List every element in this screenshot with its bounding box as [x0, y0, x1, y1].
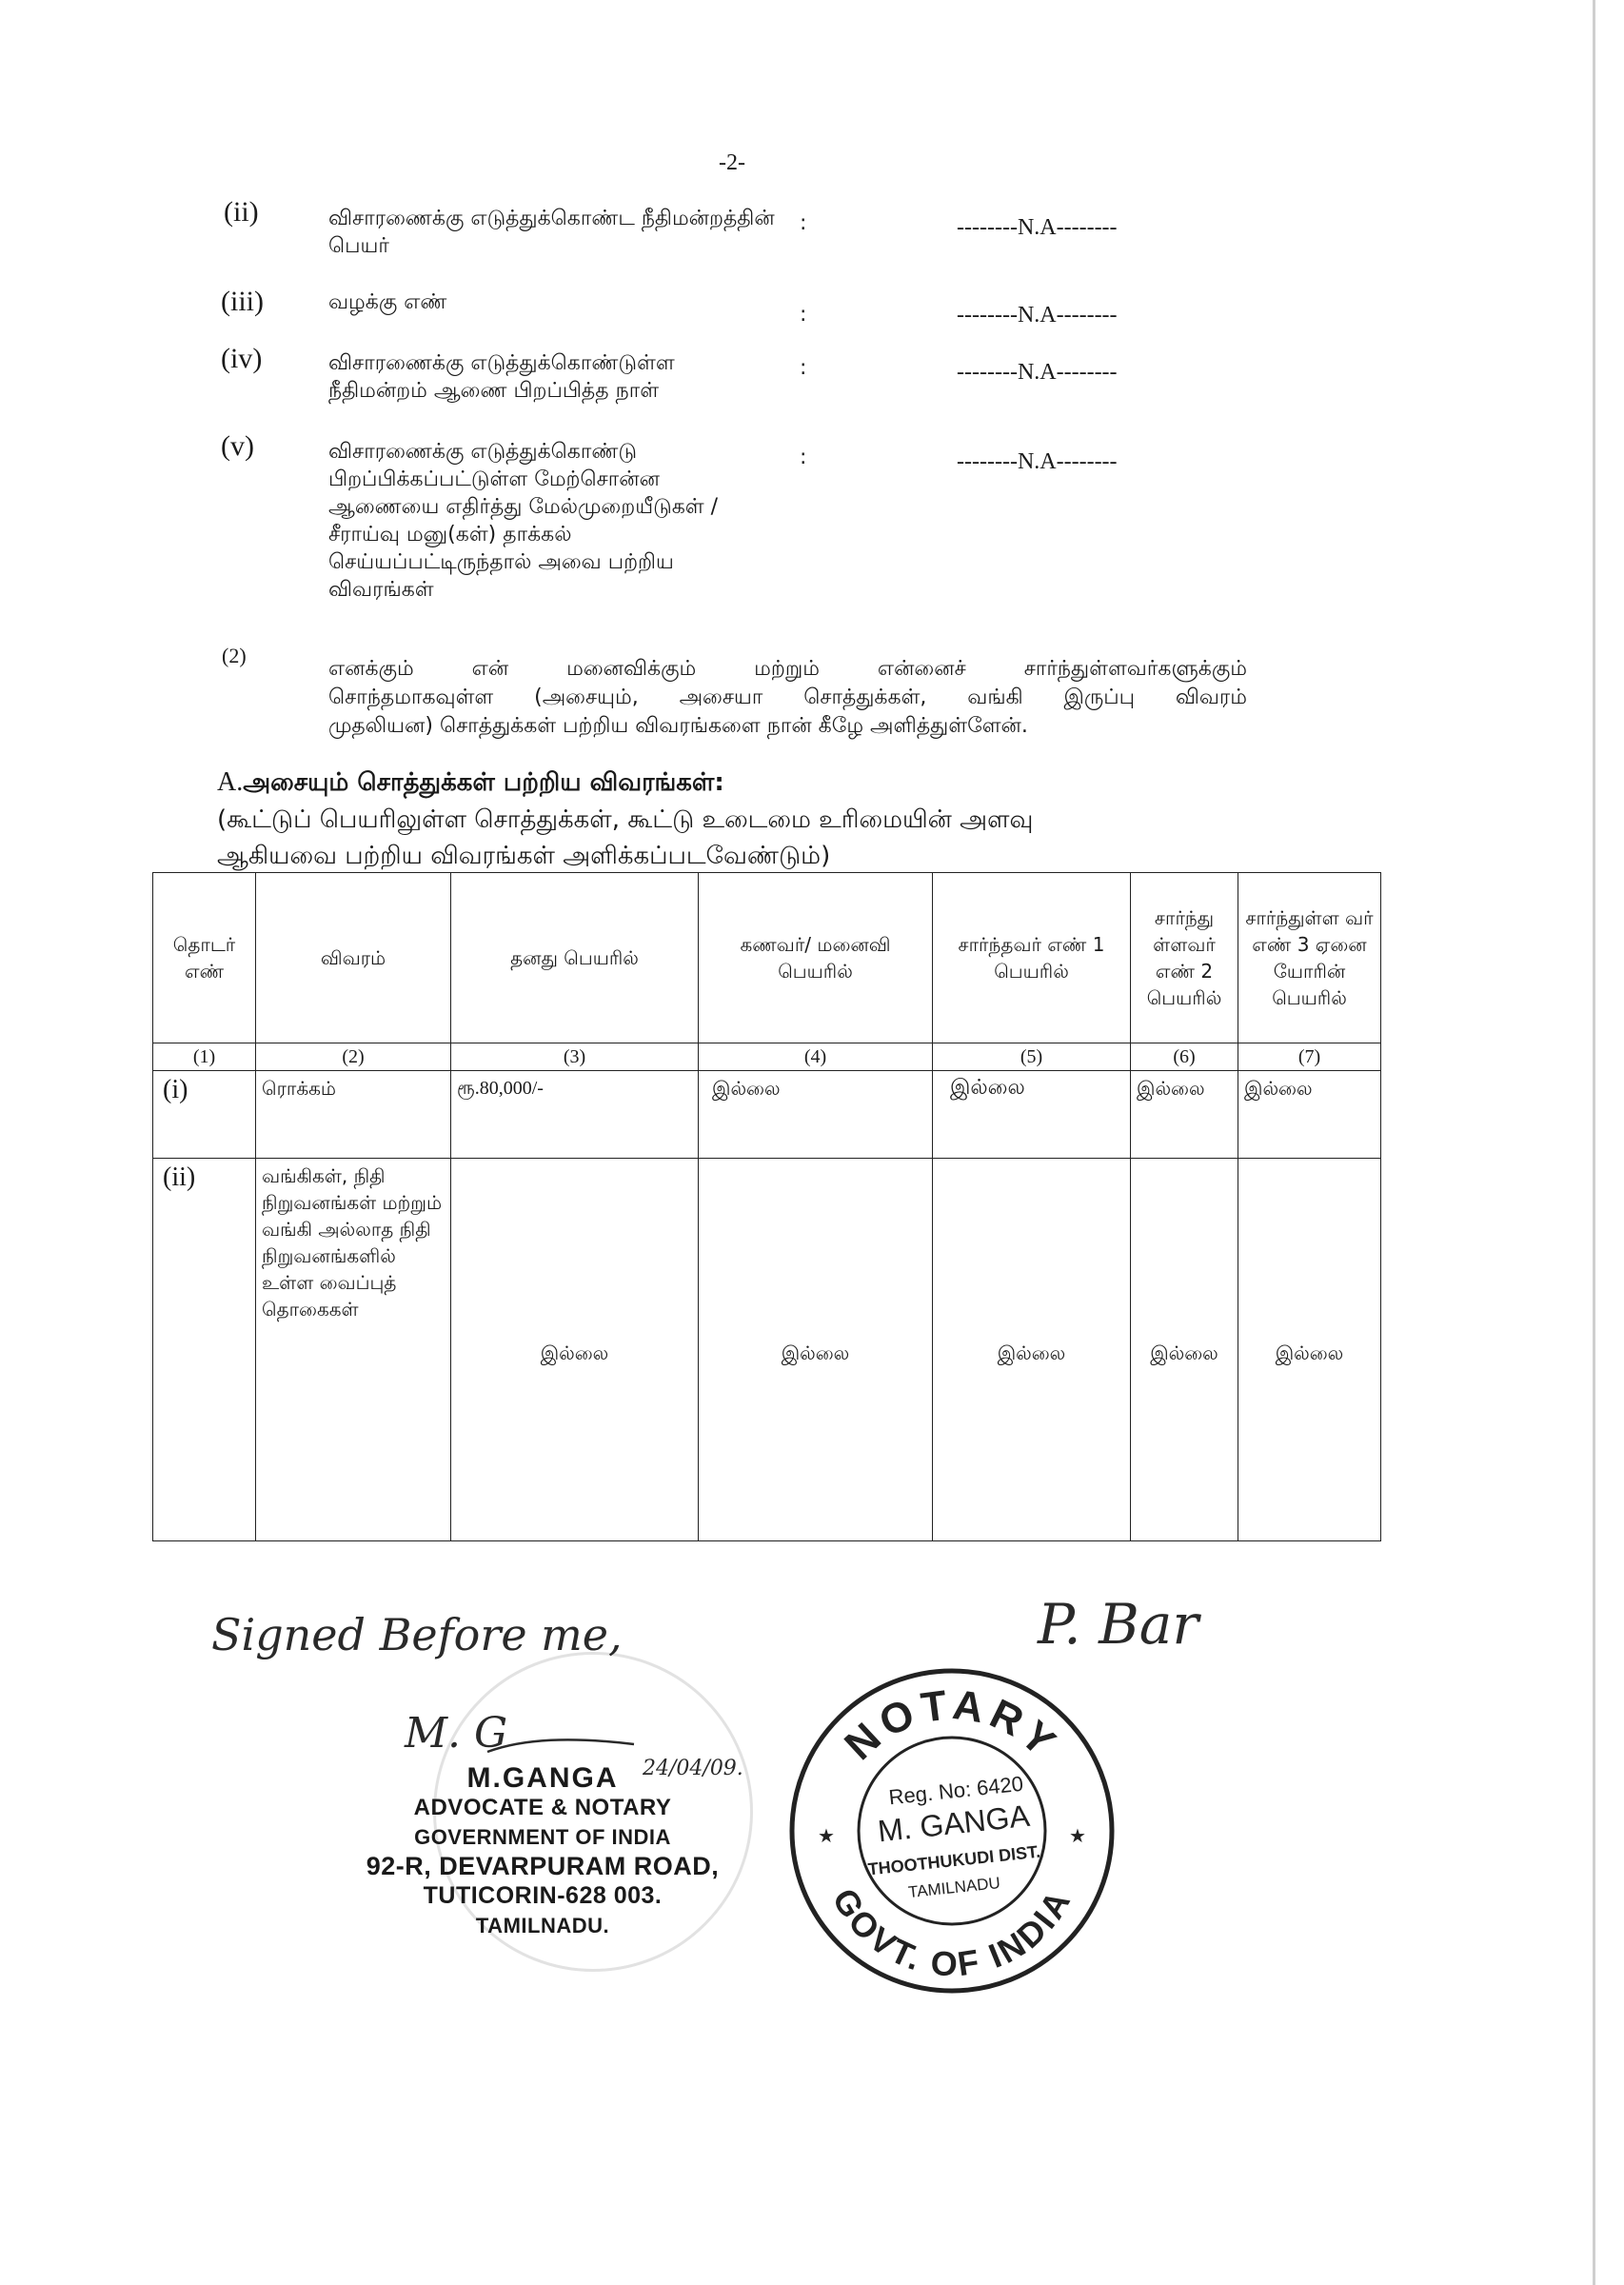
section-title: அசையும் சொத்துக்கள் பற்றிய விவரங்கள்:: [243, 768, 724, 797]
row-cell: இல்லை: [1131, 1071, 1238, 1159]
notary-seal: [785, 1664, 1119, 1997]
movable-assets-table: [152, 872, 1381, 1541]
handwritten-signed-before-me: Signed Before me,: [211, 1609, 623, 1660]
note-line: ஆகியவை பற்றிய விவரங்கள் அளிக்கப்படவேண்டும்): [217, 842, 831, 870]
para-line: சொந்தமாகவுள்ள (அசையும், அசையா சொத்துக்கள், வங்கி இருப்பு விவரம்: [328, 686, 1247, 709]
section-note: [217, 802, 1033, 874]
header-cell: விவரம்: [256, 873, 451, 1043]
item-value: --------N.A--------: [957, 449, 1118, 474]
table-row: [153, 1071, 1381, 1159]
item-colon: :: [800, 211, 807, 235]
item-number: (iv): [221, 343, 263, 374]
page-edge: [1593, 0, 1595, 2285]
row-number: (ii): [153, 1159, 256, 1541]
row-cell: இல்லை: [933, 1071, 1131, 1159]
item-number: (ii): [224, 196, 259, 228]
seal-reg: Reg. No: 6420: [887, 1771, 1025, 1810]
seal-star-icon: ★: [818, 1824, 835, 1847]
column-number: (4): [699, 1043, 933, 1071]
notary-stamp-block: [362, 1763, 723, 1940]
row-cell: இல்லை: [1238, 1071, 1381, 1159]
row-cell: இல்லை: [699, 1159, 933, 1541]
seal-name: M. GANGA: [876, 1798, 1032, 1849]
header-cell: சார்ந்துள்ள வர் எண் 3 ஏனை யோரின் பெயரில்: [1238, 873, 1381, 1043]
row-cell: இல்லை: [699, 1071, 933, 1159]
declaration-paragraph: [328, 655, 1247, 741]
item-colon: :: [800, 303, 807, 327]
para-line: எனக்கும் என் மனைவிக்கும் மற்றும் என்னைச் சார்ந்துள்ளவர்களுக்கும்: [328, 657, 1247, 681]
seal-star-icon: ★: [1069, 1824, 1086, 1847]
item-value: --------N.A--------: [957, 215, 1118, 240]
notary-line: GOVERNMENT OF INDIA: [414, 1825, 671, 1849]
page-number: -2-: [719, 150, 745, 175]
item-colon: :: [800, 356, 807, 380]
seal-top-text: NOTARY: [836, 1680, 1069, 1770]
column-number: (5): [933, 1043, 1131, 1071]
header-cell: தனது பெயரில்: [451, 873, 699, 1043]
item-colon: :: [800, 446, 807, 469]
row-cell: இல்லை: [1238, 1159, 1381, 1541]
notary-name: M.GANGA: [466, 1762, 619, 1794]
item-value: --------N.A--------: [957, 360, 1118, 385]
deponent-signature: P. Bar: [1038, 1592, 1199, 1657]
header-cell: கணவர்/ மனைவி பெயரில்: [699, 873, 933, 1043]
row-description: ரொக்கம்: [256, 1071, 451, 1159]
table-header-row: [153, 873, 1381, 1043]
notary-signature: M. G: [405, 1709, 508, 1758]
header-cell: சார்ந்து ள்ளவர் எண் 2 பெயரில்: [1131, 873, 1238, 1043]
para-line: முதலியன) சொத்துக்கள் பற்றிய விவரங்களை நான் கீழே அளித்துள்ளேன்.: [328, 714, 1028, 738]
row-description: வங்கிகள், நிதி நிறுவனங்கள் மற்றும் வங்கி அல்லாத நிதி நிறுவனங்களில் உள்ள வைப்புத் தொகைகள்: [256, 1159, 451, 1541]
column-number: (3): [451, 1043, 699, 1071]
item-number: (iii): [221, 286, 264, 317]
notary-line: 92-R, DEVARPURAM ROAD,: [366, 1852, 720, 1880]
notary-line: TUTICORIN-628 003.: [423, 1882, 663, 1909]
handwritten-date: 24/04/09.: [643, 1757, 743, 1780]
item-value: --------N.A--------: [957, 303, 1118, 328]
item-text: விசாரணைக்கு எடுத்துக்கொண்டுள்ள நீதிமன்றம் ஆணை பிறப்பித்த நாள்: [328, 351, 675, 403]
item-text: விசாரணைக்கு எடுத்துக்கொண்ட நீதிமன்றத்தின் பெயர்: [328, 207, 775, 258]
row-cell: ரூ.80,000/-: [451, 1071, 699, 1159]
column-number: (6): [1131, 1043, 1238, 1071]
row-cell: இல்லை: [1131, 1159, 1238, 1541]
seal-bottom-text: GOVT. OF INDIA: [824, 1881, 1079, 1984]
section-heading: [217, 767, 724, 800]
header-cell: தொடர் எண்: [153, 873, 256, 1043]
section-letter: A.: [217, 767, 244, 797]
table-row: [153, 1159, 1381, 1541]
column-number-row: [153, 1043, 1381, 1071]
signature-stroke: [485, 1731, 638, 1759]
notary-line: ADVOCATE & NOTARY: [413, 1795, 672, 1820]
para-number: (2): [222, 644, 247, 667]
note-line: (கூட்டுப் பெயரிலுள்ள சொத்துக்கள், கூட்டு உடைமை உரிமையின் அளவு: [217, 805, 1034, 834]
row-cell: இல்லை: [451, 1159, 699, 1541]
item-number: (v): [221, 430, 254, 462]
seal-district: THOOTHUKUDI DIST.: [866, 1841, 1041, 1879]
notary-line: TAMILNADU.: [475, 1914, 610, 1937]
header-cell: சார்ந்தவர் எண் 1 பெயரில்: [933, 873, 1131, 1043]
column-number: (7): [1238, 1043, 1381, 1071]
row-number: (i): [153, 1071, 256, 1159]
row-cell: இல்லை: [933, 1159, 1131, 1541]
item-text: வழக்கு எண்: [328, 290, 447, 314]
column-number: (2): [256, 1043, 451, 1071]
column-number: (1): [153, 1043, 256, 1071]
item-text: விசாரணைக்கு எடுத்துக்கொண்டு பிறப்பிக்கப்பட்டுள்ள மேற்சொன்ன ஆணையை எதிர்த்து மேல்முறையீடுகள் / சீராய்வு மனு(கள்) தாக்கல் செய்யப்பட்டிருந்தால் அவை பற்றிய விவரங்கள்: [328, 440, 719, 602]
seal-state: TAMILNADU: [907, 1874, 1001, 1902]
